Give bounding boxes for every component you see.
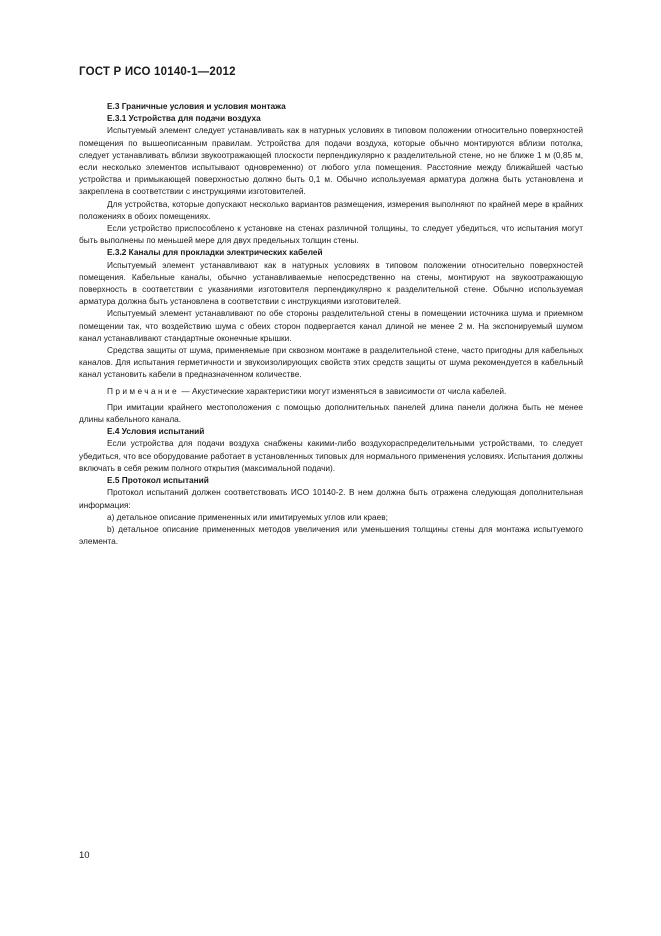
page-content [79, 100, 583, 547]
page-number: 10 [79, 850, 90, 861]
paragraph: При имитации крайнего местоположения с помощью дополнительных панелей длина панели должна быть не менее длины кабельного канала. [79, 401, 583, 425]
section-heading-e3-1: Е.3.1 Устройства для подачи воздуха [107, 113, 261, 124]
paragraph: Испытуемый элемент следует устанавливать как в натурных условиях в типовом положении относительно поверхностей помещения по вышеописанным правилам. Устройства для подачи воздуха, которые обычно монтируются вблизи потолка, следует устанавливать вблизи звукоотражающей плоскости перпендикулярно к разделительной стене, но не ближе 1 м (0,85 м, если несколько элементов испытывают одновременно) от любого угла помещения. Расстояние между ближайшей частью устройства и примыкающей поверхностью должно быть 0,1 м. Обычно используемая арматура должна быть установлена и закреплена в соответствии с инструкциями изготовителей. [79, 125, 583, 197]
list-item: b) детальное описание примененных методов увеличения или уменьшения толщины стены для монтажа испытуемого элемента. [79, 523, 583, 547]
paragraph: Средства защиты от шума, применяемые при сквозном монтаже в разделительной стене, часто пригодны для кабельных каналов. Для испытания герметичности и звукоизолирующих свойств этих средств защиты от шума рекомендуется в кабельный канал установить кабели в предназначенном количестве. [79, 345, 583, 380]
document-header: ГОСТ Р ИСО 10140-1—2012 [79, 66, 236, 78]
section-heading-e5: Е.5 Протокол испытаний [107, 475, 209, 486]
paragraph: Если устройство приспособлено к установке на стенах различной толщины, то следует убедиться, что испытания могут быть выполнены по меньшей мере для двух предельных толщин стены. [79, 223, 583, 246]
paragraph: Протокол испытаний должен соответствовать ИСО 10140-2. В нем должна быть отражена следующая дополнительная информация: [79, 487, 583, 510]
note [79, 385, 583, 397]
section-heading-e3-2: Е.3.2 Каналы для прокладки электрических кабелей [107, 247, 323, 258]
paragraph: Испытуемый элемент устанавливают по обе стороны разделительной стены в помещении источника шума и приемном помещении так, что воздействию шума с обеих сторон подвергается канал длиной не менее 2 м. На экспонируемый шумом канал устанавливают стандартные оконечные крышки. [79, 308, 583, 343]
note-label: Примечание [107, 385, 180, 396]
list-item: а) детальное описание примененных или имитируемых углов или краев; [107, 511, 388, 522]
section-heading-e3: Е.3 Граничные условия и условия монтажа [107, 101, 286, 111]
note-text: — Акустические характеристики могут изменяться в зависимости от числа кабелей. [179, 385, 507, 396]
section-heading-e4: Е.4 Условия испытаний [107, 426, 205, 437]
paragraph: Если устройства для подачи воздуха снабжены какими-либо воздухораспределительными устройствами, то следует убедиться, что все оборудование работает в установленных типовых для нормального применения условиях. Испытания должны включать в себя режим полного открытия (максимальной подачи). [79, 438, 583, 473]
paragraph: Испытуемый элемент устанавливают как в натурных условиях в типовом положении относительно поверхностей помещения. Кабельные каналы, обычно устанавливаемые непосредственно на стены, монтируют на звукоотражающую поверхность в соответствии с указаниями изготовителя перпендикулярно к разделительной стене. Обычно используемая арматура должна быть установлена в соответствии с инструкциями изготовителей. [79, 259, 583, 307]
paragraph: Для устройства, которые допускают несколько вариантов размещения, измерения выполняют по крайней мере в крайних положениях в обоих помещениях. [79, 198, 583, 221]
